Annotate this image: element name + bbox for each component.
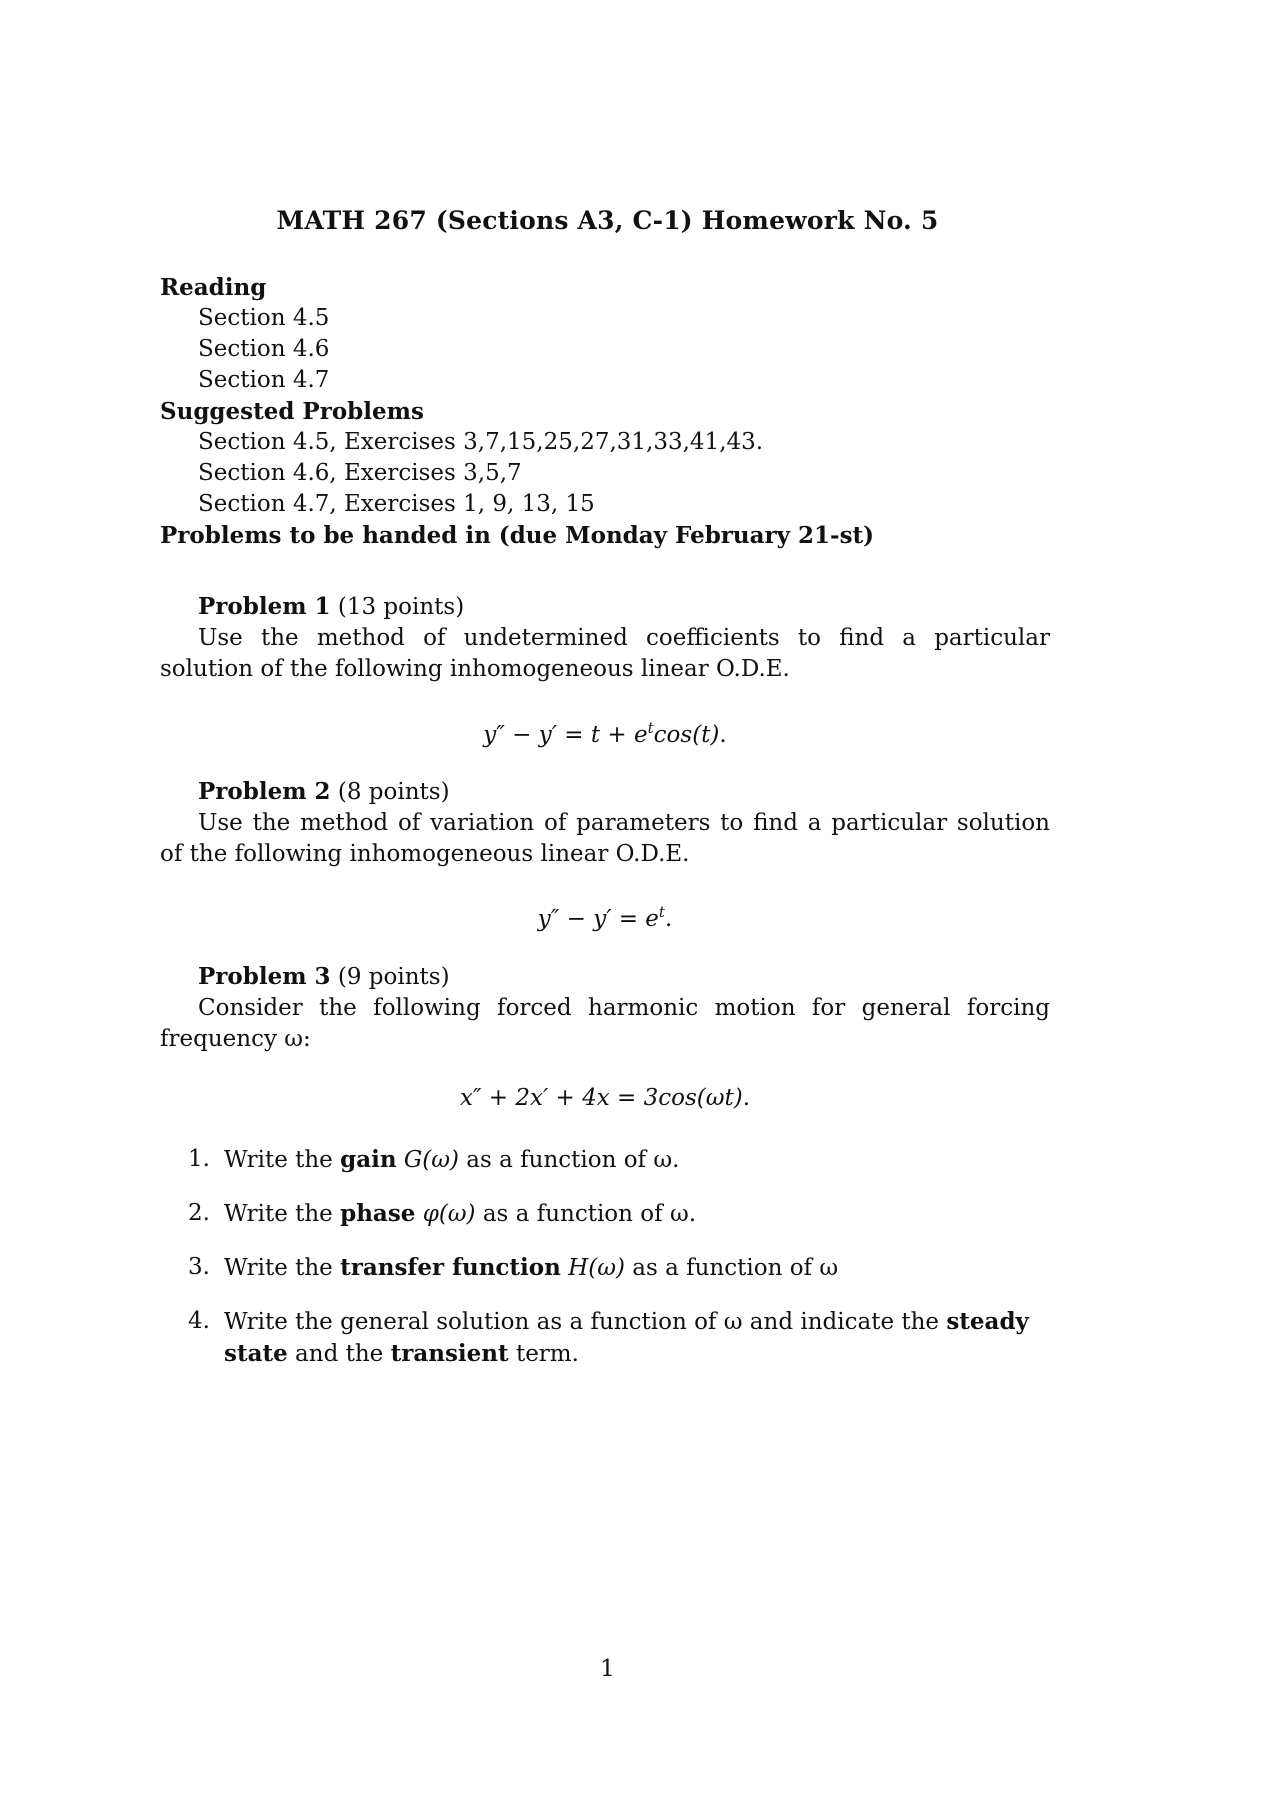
reading-item: Section 4.7: [198, 367, 330, 393]
problem-1: [160, 591, 1050, 685]
document-title: MATH 267 (Sections A3, C-1) Homework No. 5: [276, 206, 939, 235]
list-item: 3. Write the transfer function H(ω) as a function of ω: [188, 1254, 839, 1281]
reading-item: Section 4.6: [198, 336, 330, 362]
reading-item: Section 4.5: [198, 305, 330, 331]
problem-1-points: (13 points): [337, 594, 465, 620]
list-item: 2. Write the phase φ(ω) as a function of ω.: [188, 1200, 697, 1227]
problem-3-list: [188, 1144, 1050, 1392]
suggested-item: Section 4.5, Exercises 3,7,15,25,27,31,33,41,43.: [198, 429, 764, 455]
suggested-heading: Suggested Problems: [160, 398, 424, 425]
list-item: 1. Write the gain G(ω) as a function of ω.: [188, 1146, 680, 1173]
problem-3-title: [160, 961, 1050, 993]
problem-2: [160, 776, 1050, 870]
problem-3-text: Consider the following forced harmonic motion for general forcing frequency ω:: [160, 995, 1050, 1052]
page-number: 1: [600, 1656, 615, 1682]
equation-2: $y'' - y' = e^t$.: [537, 903, 673, 932]
suggested-item: Section 4.6, Exercises 3,5,7: [198, 460, 522, 486]
problem-2-points: (8 points): [337, 779, 450, 805]
header-section: [160, 272, 1050, 551]
problem-3: [160, 961, 1050, 1055]
list-item: 4. Write the general solution as a function of ω and indicate the steady state and the transient term.: [188, 1308, 1029, 1367]
equation-1: $y'' - y' = t + e^t\cos(t)$.: [483, 719, 727, 748]
problem-1-label: Problem 1: [198, 593, 331, 620]
problem-2-title: [160, 776, 1050, 808]
problem-3-points: (9 points): [337, 964, 450, 990]
problem-1-title: [160, 591, 1050, 623]
problem-2-label: Problem 2: [198, 778, 331, 805]
equation-3: x″ + 2x′ + 4x = 3cos(ωt).: [459, 1085, 751, 1111]
problem-3-label: Problem 3: [198, 963, 331, 990]
problem-1-text: Use the method of undetermined coefficients to find a particular solution of the following inhomogeneous linear O.D.E.: [160, 625, 1050, 682]
reading-heading: Reading: [160, 274, 267, 301]
suggested-item: Section 4.7, Exercises 1, 9, 13, 15: [198, 491, 595, 517]
handin-heading: Problems to be handed in (due Monday February 21-st): [160, 522, 875, 549]
problem-2-text: Use the method of variation of parameters to find a particular solution of the following inhomogeneous linear O.D.E.: [160, 810, 1050, 867]
